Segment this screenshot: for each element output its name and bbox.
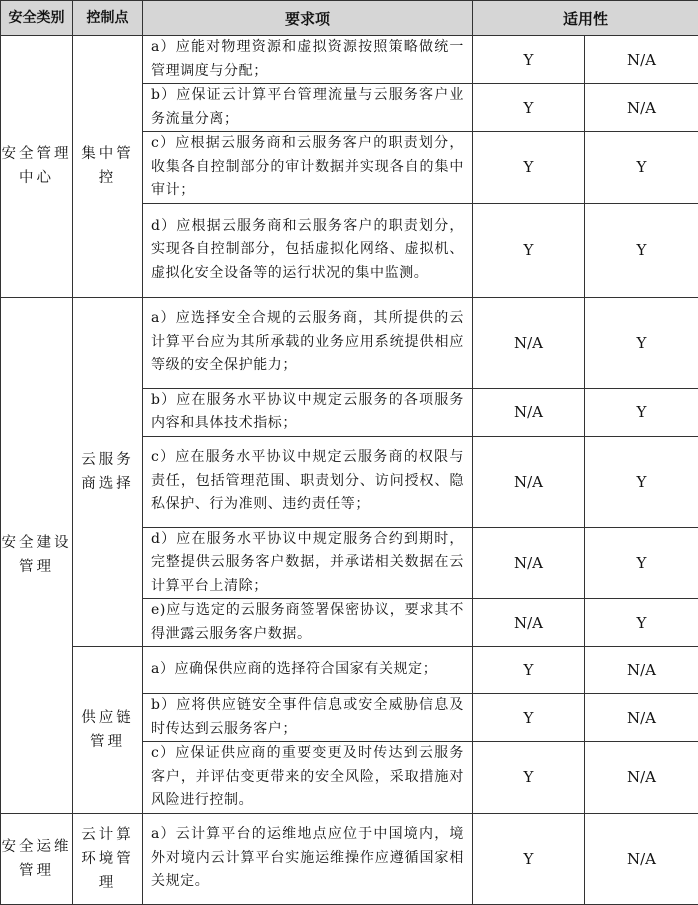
- control-cell: [73, 647, 143, 814]
- applicability-value: N/A: [585, 647, 698, 694]
- control-cell: [73, 813, 143, 904]
- table-row: [1, 647, 698, 694]
- header-category: 安全类别: [1, 1, 73, 36]
- control-label: 集中管控: [81, 146, 134, 186]
- applicability-value: N/A: [585, 36, 698, 84]
- control-cell: [73, 297, 143, 647]
- category-cell: [1, 36, 73, 298]
- header-requirement: 要求项: [143, 1, 473, 36]
- table-row: [1, 297, 698, 388]
- applicability-value: Y: [585, 203, 698, 297]
- header-control: 控制点: [73, 1, 143, 36]
- requirement-text: d）应在服务水平协议中规定服务合约到期时，完整提供云服务客户数据，并承诺相关数据在云计算平台上清除；: [143, 527, 473, 599]
- requirement-text: c）应在服务水平协议中规定云服务商的权限与责任，包括管理范围、职责划分、访问授权、隐私保护、行为准则、违约责任等；: [143, 436, 473, 527]
- applicability-value: N/A: [585, 84, 698, 132]
- header-row: [1, 1, 698, 36]
- applicability-value: Y: [585, 297, 698, 388]
- header-applicability: 适用性: [473, 1, 698, 36]
- applicability-value: N/A: [473, 388, 585, 436]
- applicability-value: Y: [585, 599, 698, 647]
- applicability-value: N/A: [585, 742, 698, 814]
- requirement-text: b）应将供应链安全事件信息或安全威胁信息及时传达到云服务客户；: [143, 694, 473, 742]
- table-row: [1, 36, 698, 84]
- applicability-value: Y: [473, 203, 585, 297]
- table-row: [1, 813, 698, 904]
- applicability-value: Y: [473, 694, 585, 742]
- applicability-value: Y: [585, 436, 698, 527]
- category-label: 安全建设管理: [2, 535, 72, 575]
- applicability-value: Y: [585, 132, 698, 204]
- category-cell: [1, 297, 73, 813]
- applicability-value: N/A: [585, 694, 698, 742]
- applicability-value: Y: [473, 132, 585, 204]
- requirement-text: c）应根据云服务商和云服务客户的职责划分，收集各自控制部分的审计数据并实现各自的集中审计；: [143, 132, 473, 204]
- requirement-text: b）应在服务水平协议中规定云服务的各项服务内容和具体技术指标；: [143, 388, 473, 436]
- control-cell: [73, 36, 143, 298]
- requirement-text: a）云计算平台的运维地点应位于中国境内，境外对境内云计算平台实施运维操作应遵循国家相关规定。: [143, 813, 473, 904]
- applicability-value: Y: [473, 813, 585, 904]
- applicability-value: Y: [473, 84, 585, 132]
- requirement-text: c）应保证供应商的重要变更及时传达到云服务客户，并评估变更带来的安全风险，采取措施对风险进行控制。: [143, 742, 473, 814]
- applicability-value: Y: [585, 527, 698, 599]
- control-label: 云计算环境管理: [81, 827, 134, 891]
- applicability-value: N/A: [473, 599, 585, 647]
- control-label: 云服务商选择: [81, 452, 134, 492]
- applicability-value: N/A: [473, 297, 585, 388]
- applicability-value: Y: [473, 36, 585, 84]
- category-cell: [1, 813, 73, 904]
- applicability-value: Y: [585, 388, 698, 436]
- applicability-value: N/A: [585, 813, 698, 904]
- requirement-text: a）应确保供应商的选择符合国家有关规定；: [143, 647, 473, 694]
- requirement-text: a）应选择安全合规的云服务商，其所提供的云计算平台应为其所承载的业务应用系统提供相应等级的安全保护能力；: [143, 297, 473, 388]
- applicability-value: Y: [473, 647, 585, 694]
- control-label: 供应链管理: [81, 710, 134, 750]
- requirement-text: b）应保证云计算平台管理流量与云服务客户业务流量分离；: [143, 84, 473, 132]
- applicability-value: Y: [473, 742, 585, 814]
- requirement-text: d）应根据云服务商和云服务客户的职责划分，实现各自控制部分，包括虚拟化网络、虚拟机、虚拟化安全设备等的运行状况的集中监测。: [143, 203, 473, 297]
- applicability-value: N/A: [473, 527, 585, 599]
- requirement-text: a）应能对物理资源和虚拟资源按照策略做统一管理调度与分配；: [143, 36, 473, 84]
- category-label: 安全管理中心: [2, 146, 72, 186]
- category-label: 安全运维管理: [2, 839, 72, 879]
- requirement-text: e)应与选定的云服务商签署保密协议，要求其不得泄露云服务客户数据。: [143, 599, 473, 647]
- applicability-value: N/A: [473, 436, 585, 527]
